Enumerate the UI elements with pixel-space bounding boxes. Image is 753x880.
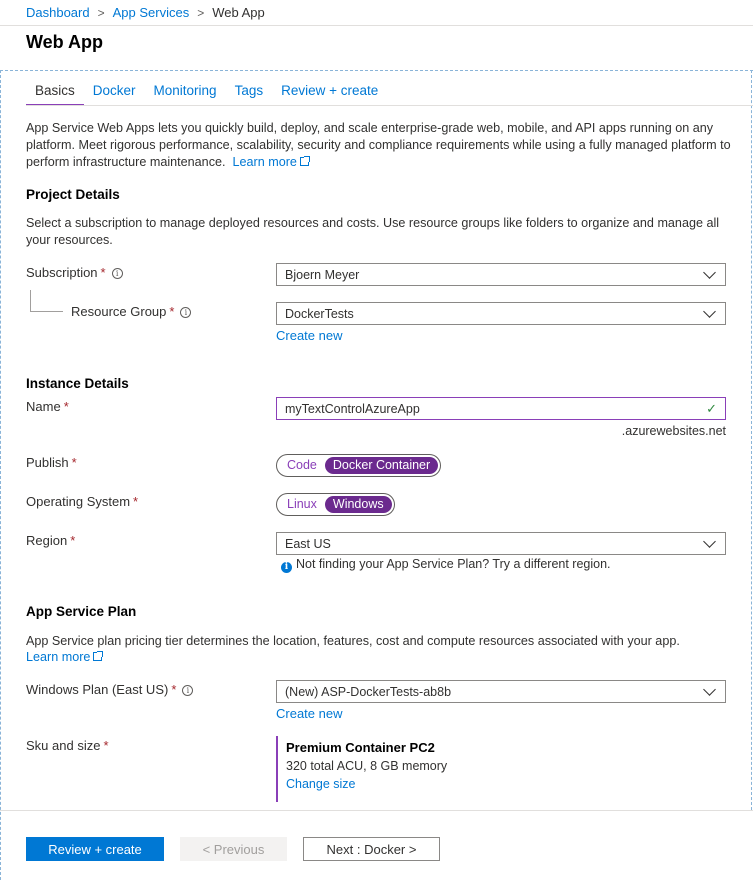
- region-select[interactable]: [276, 532, 726, 555]
- os-label: [26, 494, 138, 509]
- publish-label-text: Publish: [26, 455, 69, 470]
- os-toggle: [276, 493, 395, 516]
- info-icon[interactable]: i: [180, 307, 191, 318]
- breadcrumb-app-services[interactable]: App Services: [112, 5, 190, 20]
- windows-plan-select[interactable]: [276, 680, 726, 703]
- sku-label-text: Sku and size: [26, 738, 101, 753]
- divider: [0, 810, 753, 811]
- sku-summary: [276, 736, 447, 802]
- name-input[interactable]: [276, 397, 726, 420]
- subscription-label: [26, 265, 123, 280]
- app-service-plan-description: App Service plan pricing tier determines the location, features, cost and compute resources associated with your app.: [26, 634, 680, 648]
- learn-more-label: Learn more: [232, 155, 297, 169]
- create-new-resource-group-link[interactable]: Create new: [276, 328, 343, 343]
- region-info-text: Not finding your App Service Plan? Try a different region.: [296, 557, 611, 571]
- section-heading-instance-details: Instance Details: [26, 376, 129, 391]
- sku-label: [26, 738, 109, 753]
- info-icon: i: [281, 562, 292, 573]
- focus-outline: [0, 70, 753, 71]
- review-create-button[interactable]: Review + create: [26, 837, 164, 861]
- plan-learn-more-link[interactable]: [26, 650, 102, 664]
- previous-button[interactable]: < Previous: [180, 837, 287, 861]
- tab-review-create[interactable]: Review + create: [281, 83, 379, 98]
- checkmark-icon: ✓: [706, 400, 717, 416]
- region-value: East US: [285, 536, 331, 551]
- resource-group-label-text: Resource Group: [71, 304, 167, 319]
- breadcrumb: [26, 5, 265, 20]
- tab-basics[interactable]: Basics: [26, 82, 84, 106]
- create-new-plan-link[interactable]: Create new: [276, 706, 343, 721]
- os-option-linux[interactable]: Linux: [287, 497, 317, 511]
- name-label: [26, 399, 69, 414]
- page-title: Web App: [26, 32, 103, 52]
- sku-description: 320 total ACU, 8 GB memory: [286, 759, 448, 773]
- change-size-link[interactable]: Change size: [286, 777, 356, 791]
- resource-group-value: DockerTests: [285, 306, 354, 321]
- tree-connector: [30, 290, 31, 311]
- tab-bar: [26, 82, 387, 106]
- plan-learn-more-label: Learn more: [26, 650, 91, 664]
- publish-toggle: [276, 454, 441, 477]
- os-label-text: Operating System: [26, 494, 131, 509]
- publish-option-code[interactable]: Code: [287, 458, 317, 472]
- required-marker: *: [71, 455, 77, 470]
- chevron-down-icon: [703, 683, 716, 696]
- subscription-label-text: Subscription: [26, 265, 98, 280]
- chevron-down-icon: [703, 535, 716, 548]
- chevron-down-icon: [703, 305, 716, 318]
- required-marker: *: [70, 533, 76, 548]
- section-heading-project-details: Project Details: [26, 187, 120, 202]
- required-marker: *: [100, 265, 106, 280]
- external-link-icon: [93, 652, 102, 661]
- windows-plan-label-text: Windows Plan (East US): [26, 682, 169, 697]
- focus-outline: [0, 70, 1, 880]
- chevron-down-icon: [703, 266, 716, 279]
- publish-option-docker-container[interactable]: Docker Container: [325, 457, 438, 474]
- learn-more-link[interactable]: [233, 155, 309, 169]
- required-marker: *: [169, 304, 175, 319]
- intro-description: App Service Web Apps lets you quickly build, deploy, and scale enterprise-grade web, mobile, and API apps running on any platform. Meet rigorous performance, scalability, security and compliance requirements while using a fully managed platform to perform infrastructure maintenance.: [26, 121, 731, 169]
- next-docker-button[interactable]: Next : Docker >: [303, 837, 440, 861]
- domain-suffix: .azurewebsites.net: [621, 424, 726, 438]
- region-label: [26, 533, 75, 548]
- divider: [0, 25, 753, 26]
- intro-text: [26, 120, 731, 171]
- external-link-icon: [300, 157, 309, 166]
- sku-title: Premium Container PC2: [286, 740, 435, 755]
- tab-tags[interactable]: Tags: [234, 83, 264, 98]
- required-marker: *: [171, 682, 177, 697]
- tab-monitoring[interactable]: Monitoring: [153, 83, 217, 98]
- info-icon[interactable]: i: [182, 685, 193, 696]
- windows-plan-value: (New) ASP-DockerTests-ab8b: [285, 684, 452, 699]
- chevron-right-icon: >: [97, 5, 105, 20]
- breadcrumb-current: Web App: [212, 5, 265, 20]
- subscription-select[interactable]: [276, 263, 726, 286]
- tree-connector: [30, 311, 63, 312]
- os-option-windows[interactable]: Windows: [325, 496, 392, 513]
- name-input-value: myTextControlAzureApp: [285, 401, 420, 416]
- required-marker: *: [63, 399, 69, 414]
- info-icon[interactable]: i: [112, 268, 123, 279]
- resource-group-select[interactable]: [276, 302, 726, 325]
- publish-label: [26, 455, 77, 470]
- section-heading-app-service-plan: App Service Plan: [26, 604, 137, 619]
- divider: [26, 105, 753, 106]
- project-details-description: Select a subscription to manage deployed resources and costs. Use resource groups like folders to organize and manage all your resources.: [26, 216, 720, 247]
- subscription-value: Bjoern Meyer: [285, 267, 360, 282]
- region-label-text: Region: [26, 533, 68, 548]
- chevron-right-icon: >: [197, 5, 205, 20]
- required-marker: *: [133, 494, 139, 509]
- tab-docker[interactable]: Docker: [92, 83, 136, 98]
- breadcrumb-dashboard[interactable]: Dashboard: [26, 5, 90, 20]
- required-marker: *: [103, 738, 109, 753]
- windows-plan-label: [26, 682, 193, 697]
- region-info: [281, 557, 611, 573]
- name-label-text: Name: [26, 399, 61, 414]
- focus-outline: [751, 70, 752, 810]
- resource-group-label: [71, 304, 191, 319]
